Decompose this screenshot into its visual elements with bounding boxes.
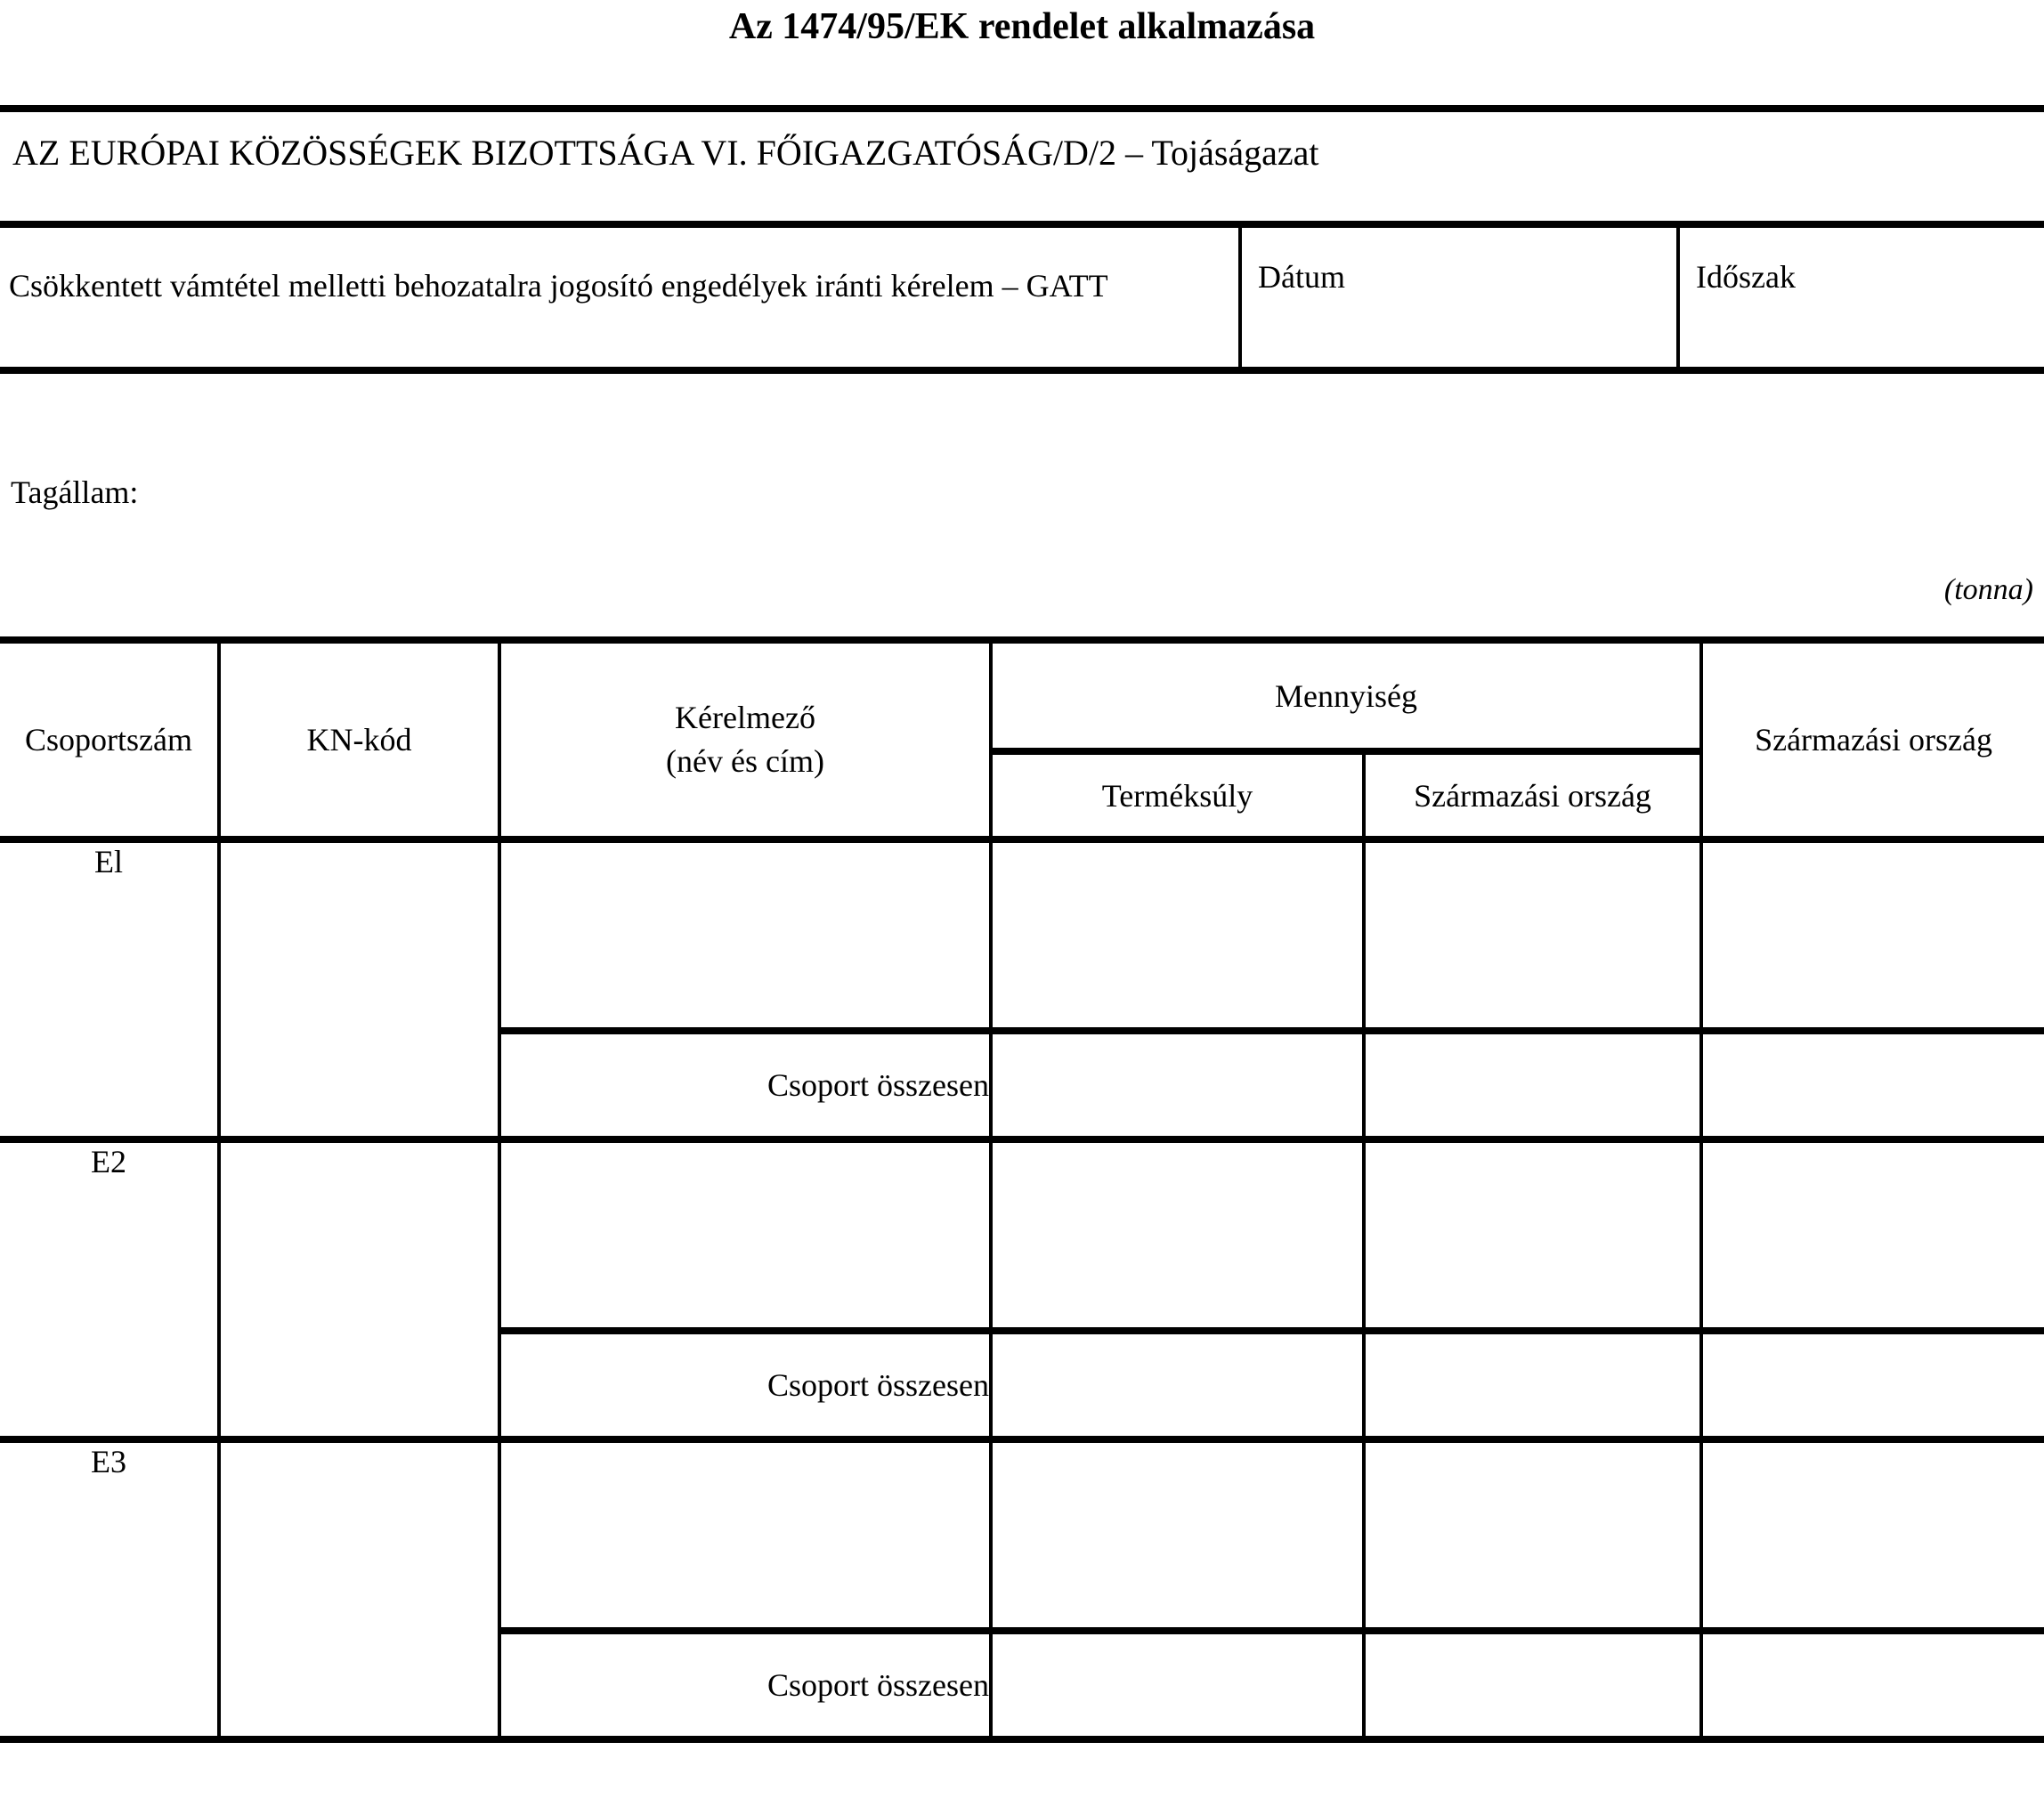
group-row: [0, 839, 2044, 1031]
group-total-label-cell: Csoport összesen: [499, 1631, 991, 1739]
origin-quantity-cell: [1364, 839, 1701, 1031]
group-label-cell: E3: [0, 1439, 219, 1739]
origin-quantity-cell: [1364, 1439, 1701, 1631]
product-weight-cell: [991, 1139, 1364, 1331]
origin-quantity-cell: [1364, 1139, 1701, 1331]
group-total-origin-quantity-cell: [1364, 1031, 1701, 1139]
applicant-header-line1: Kérelmező: [675, 700, 815, 736]
group-label-cell: E2: [0, 1139, 219, 1439]
applicant-header-line2: (név és cím): [666, 743, 824, 779]
group-total-origin-quantity-cell: [1364, 1331, 1701, 1439]
group-row: [0, 1139, 2044, 1331]
cn-code-cell: [219, 839, 499, 1139]
product-weight-cell: [991, 839, 1364, 1031]
horizontal-rule: [0, 105, 2044, 112]
period-cell: [1678, 224, 2044, 370]
product-weight-cell: [991, 1439, 1364, 1631]
applicant-cell: [499, 1139, 991, 1331]
group-total-label-cell: Csoport összesen: [499, 1031, 991, 1139]
request-header-row: [0, 224, 2044, 370]
request-label-cell: [0, 224, 1240, 370]
request-label: Csökkentett vámtétel melletti behozatalra jogosító engedélyek iránti kérelem – GATT: [9, 268, 1108, 304]
issuing-authority-heading: AZ EURÓPAI KÖZÖSSÉGEK BIZOTTSÁGA VI. FŐIGAZGATÓSÁG/D/2 – Tojáságazat: [12, 133, 1319, 173]
member-state-label: Tagállam:: [11, 474, 139, 510]
group-row: [0, 1439, 2044, 1631]
group-total-weight-cell: [991, 1031, 1364, 1139]
header-row-1: [0, 640, 2044, 751]
group-total-label-cell: Csoport összesen: [499, 1331, 991, 1439]
group-total-origin-quantity-cell: [1364, 1631, 1701, 1739]
applicant-cell: [499, 839, 991, 1031]
cn-code-cell: [219, 1139, 499, 1439]
group-label-cell: El: [0, 839, 219, 1139]
col-header-applicant: [499, 640, 991, 839]
period-label: Időszak: [1696, 259, 1796, 295]
group-total-weight-cell: [991, 1631, 1364, 1739]
col-header-origin-sub: Származási ország: [1364, 751, 1701, 839]
date-label: Dátum: [1258, 259, 1345, 295]
origin-cell: [1701, 839, 2044, 1031]
col-header-quantity: Mennyiség: [991, 640, 1701, 751]
col-header-origin: Származási ország: [1701, 640, 2044, 839]
applicant-cell: [499, 1439, 991, 1631]
date-cell: [1240, 224, 1678, 370]
col-header-group-number: Csoportszám: [0, 640, 219, 839]
unit-note: (tonna): [1943, 573, 2033, 606]
col-header-cn-code: KN-kód: [219, 640, 499, 839]
group-total-origin-cell: [1701, 1031, 2044, 1139]
origin-cell: [1701, 1139, 2044, 1331]
group-total-weight-cell: [991, 1331, 1364, 1439]
col-header-product-weight: Terméksúly: [991, 751, 1364, 839]
request-header-table: [0, 221, 2044, 374]
group-total-origin-cell: [1701, 1331, 2044, 1439]
licence-application-table: [0, 636, 2044, 1743]
origin-cell: [1701, 1439, 2044, 1631]
cn-code-cell: [219, 1439, 499, 1739]
page-title: Az 1474/95/EK rendelet alkalmazása: [728, 6, 1316, 47]
group-total-origin-cell: [1701, 1631, 2044, 1739]
